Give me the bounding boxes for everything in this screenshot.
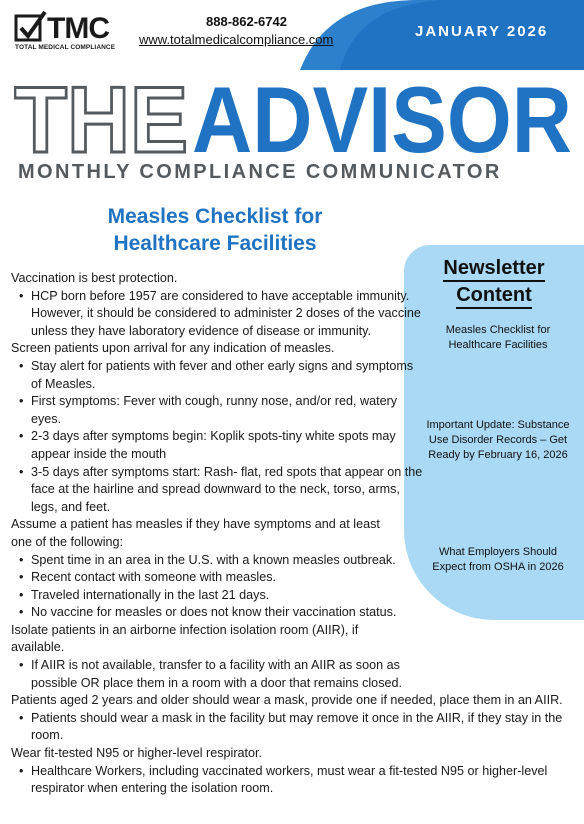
- list-item: • Spent time in an area in the U.S. with a known measles outbreak.: [31, 552, 423, 570]
- sidebar-item-measles[interactable]: Measles Checklist for Healthcare Facilities: [445, 324, 551, 351]
- masthead-the: THE: [14, 76, 188, 160]
- article-title: [50, 203, 380, 257]
- sidebar-item-osha[interactable]: What Employers Should Expect from OSHA in 2026: [432, 546, 564, 573]
- list-item: • First symptoms: Fever with cough, runny nose, and/or red, watery eyes.: [31, 393, 423, 428]
- logo-text: TMC: [47, 12, 109, 45]
- section-heading: Isolate patients in an airborne infection isolation room (AIIR), if available.: [11, 622, 359, 655]
- tmc-logo: [14, 10, 126, 52]
- section-heading: Screen patients upon arrival for any indication of measles.: [11, 341, 335, 356]
- list-item: • 3-5 days after symptoms start: Rash- flat, red spots that appear on the face at the hairline and spread downward to the neck, torso, arms, legs, and feet.: [31, 464, 423, 517]
- list-item: • Stay alert for patients with fever and other early signs and symptoms of Measles.: [31, 358, 423, 393]
- masthead-subtitle: MONTHLY COMPLIANCE COMMUNICATOR: [18, 161, 502, 183]
- section-heading: Assume a patient has measles if they have symptoms and at least one of the following:: [11, 517, 380, 549]
- phone-number: 888-862-6742: [206, 14, 287, 29]
- website-link[interactable]: www.totalmedicalcompliance.com: [139, 32, 334, 47]
- sidebar-title-line1: Newsletter: [443, 256, 544, 282]
- issue-date: JANUARY 2026: [415, 23, 549, 40]
- logo-subtitle: TOTAL MEDICAL COMPLIANCE: [15, 44, 116, 51]
- section-heading: Wear fit-tested N95 or higher-level respirator.: [11, 746, 263, 761]
- list-item: • Patients should wear a mask in the facility but may remove it once in the AIIR, if they stay in the room.: [31, 710, 567, 745]
- list-item: • No vaccine for measles or does not know their vaccination status.: [31, 604, 423, 622]
- article-body: [11, 270, 567, 798]
- list-item: • Recent contact with someone with measles.: [31, 569, 423, 587]
- masthead-advisor: ADVISOR: [192, 76, 572, 160]
- section-heading: Patients aged 2 years and older should wear a mask, provide one if needed, place them in an AIIR.: [11, 693, 563, 708]
- section-heading: Vaccination is best protection.: [11, 271, 178, 285]
- list-item: • 2-3 days after symptoms begin: Koplik spots-tiny white spots may appear inside the mouth: [31, 428, 423, 463]
- list-item: • Healthcare Workers, including vaccinated workers, must wear a fit-tested N95 or higher-level respirator when entering the isolation room.: [31, 763, 567, 798]
- list-item: • If AIIR is not available, transfer to a facility with an AIIR as soon as possible OR place them in a room with a door that remains closed.: [31, 657, 423, 692]
- sidebar-item-sud-records[interactable]: Important Update: Substance Use Disorder Records – Get Ready by February 16, 2026: [426, 419, 570, 461]
- list-item: • Traveled internationally in the last 21 days.: [31, 587, 423, 605]
- article-title-line2: Healthcare Facilities: [113, 232, 317, 255]
- list-item: • HCP born before 1957 are considered to have acceptable immunity. However, it should be considered to administer 2 doses of the vaccine unless they have laboratory evidence of disease or immunity.: [31, 288, 423, 341]
- sidebar-title-line2: Content: [456, 283, 532, 309]
- article-title-line1: Measles Checklist for: [107, 205, 323, 228]
- masthead: [14, 76, 574, 160]
- checkbox-logo-icon: [14, 10, 48, 44]
